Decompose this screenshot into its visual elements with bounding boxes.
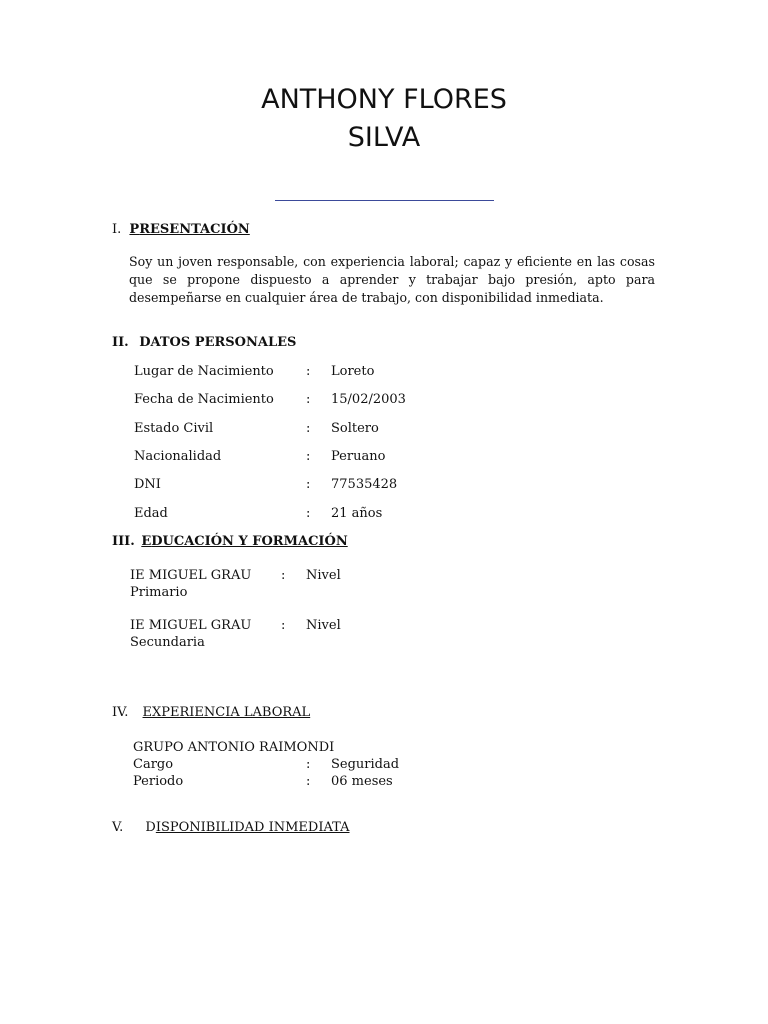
experience-value-period: 06 meses	[331, 774, 393, 789]
section-2-heading	[112, 335, 296, 350]
section-2-number: II.	[112, 335, 129, 350]
section-5-title-rest: ISPONIBILIDAD INMEDIATA	[155, 820, 350, 835]
personal-value-birthplace: Loreto	[331, 364, 375, 379]
section-5-title-first: D	[145, 820, 156, 835]
personal-sep-birthplace: :	[306, 364, 311, 379]
experience-label-period: Periodo	[133, 774, 184, 789]
section-1-number: I.	[112, 222, 122, 237]
section-3-title-first: E	[141, 534, 152, 549]
personal-sep-birthdate: :	[306, 392, 311, 407]
personal-label-birthdate: Fecha de Nacimiento	[134, 392, 274, 407]
education-level2-primary: Primario	[130, 585, 188, 600]
section-1-heading	[112, 222, 250, 237]
section-2-title: DATOS PERSONALES	[139, 335, 297, 350]
section-3-title-rest: DUCACIÓN Y FORMACIÓN	[151, 534, 348, 549]
personal-sep-age: :	[306, 506, 311, 521]
personal-label-birthplace: Lugar de Nacimiento	[134, 364, 274, 379]
personal-sep-civil-status: :	[306, 421, 311, 436]
education-level-secondary: Nivel	[306, 618, 341, 633]
personal-label-age: Edad	[134, 506, 168, 521]
personal-value-age: 21 años	[331, 506, 383, 521]
section-4-heading	[112, 705, 310, 720]
section-1-title-rest: RESENTACIÓN	[139, 222, 250, 237]
experience-label-role: Cargo	[133, 757, 174, 772]
experience-value-role: Seguridad	[331, 757, 400, 772]
education-sep-secondary: :	[281, 618, 286, 633]
experience-sep-period: :	[306, 774, 311, 789]
experience-company: GRUPO ANTONIO RAIMONDI	[133, 740, 335, 755]
personal-value-nationality: Peruano	[331, 449, 386, 464]
personal-value-civil-status: Soltero	[331, 421, 379, 436]
education-sep-primary: :	[281, 568, 286, 583]
personal-label-nationality: Nacionalidad	[134, 449, 222, 464]
section-4-title: EXPERIENCIA LABORAL	[142, 705, 311, 720]
section-4-number: IV.	[112, 705, 129, 720]
section-5-number: V.	[112, 820, 124, 835]
personal-value-birthdate: 15/02/2003	[331, 392, 406, 407]
personal-label-dni: DNI	[134, 477, 161, 492]
section-3-heading	[112, 534, 348, 549]
personal-sep-dni: :	[306, 477, 311, 492]
education-school-secondary: IE MIGUEL GRAU	[130, 618, 252, 633]
personal-value-dni: 77535428	[331, 477, 398, 492]
education-level-primary: Nivel	[306, 568, 341, 583]
section-3-number: III.	[112, 534, 135, 549]
personal-sep-nationality: :	[306, 449, 311, 464]
personal-label-civil-status: Estado Civil	[134, 421, 214, 436]
presentation-paragraph: Soy un joven responsable, con experiencia laboral; capaz y eficiente en las cosas que se propone dispuesto a aprender y trabajar bajo presión, apto para desempeñarse en cualquier área de trabajo, con disponibilidad inmediata.	[129, 254, 655, 305]
section-5-heading	[112, 820, 350, 835]
education-school-primary: IE MIGUEL GRAU	[130, 568, 252, 583]
section-1-title-first: P	[129, 222, 140, 237]
header-rule	[275, 200, 494, 201]
name-line-1: ANTHONY FLORES	[261, 84, 507, 115]
experience-sep-role: :	[306, 757, 311, 772]
education-level2-secondary: Secundaria	[130, 635, 205, 650]
name-line-2: SILVA	[347, 122, 421, 153]
